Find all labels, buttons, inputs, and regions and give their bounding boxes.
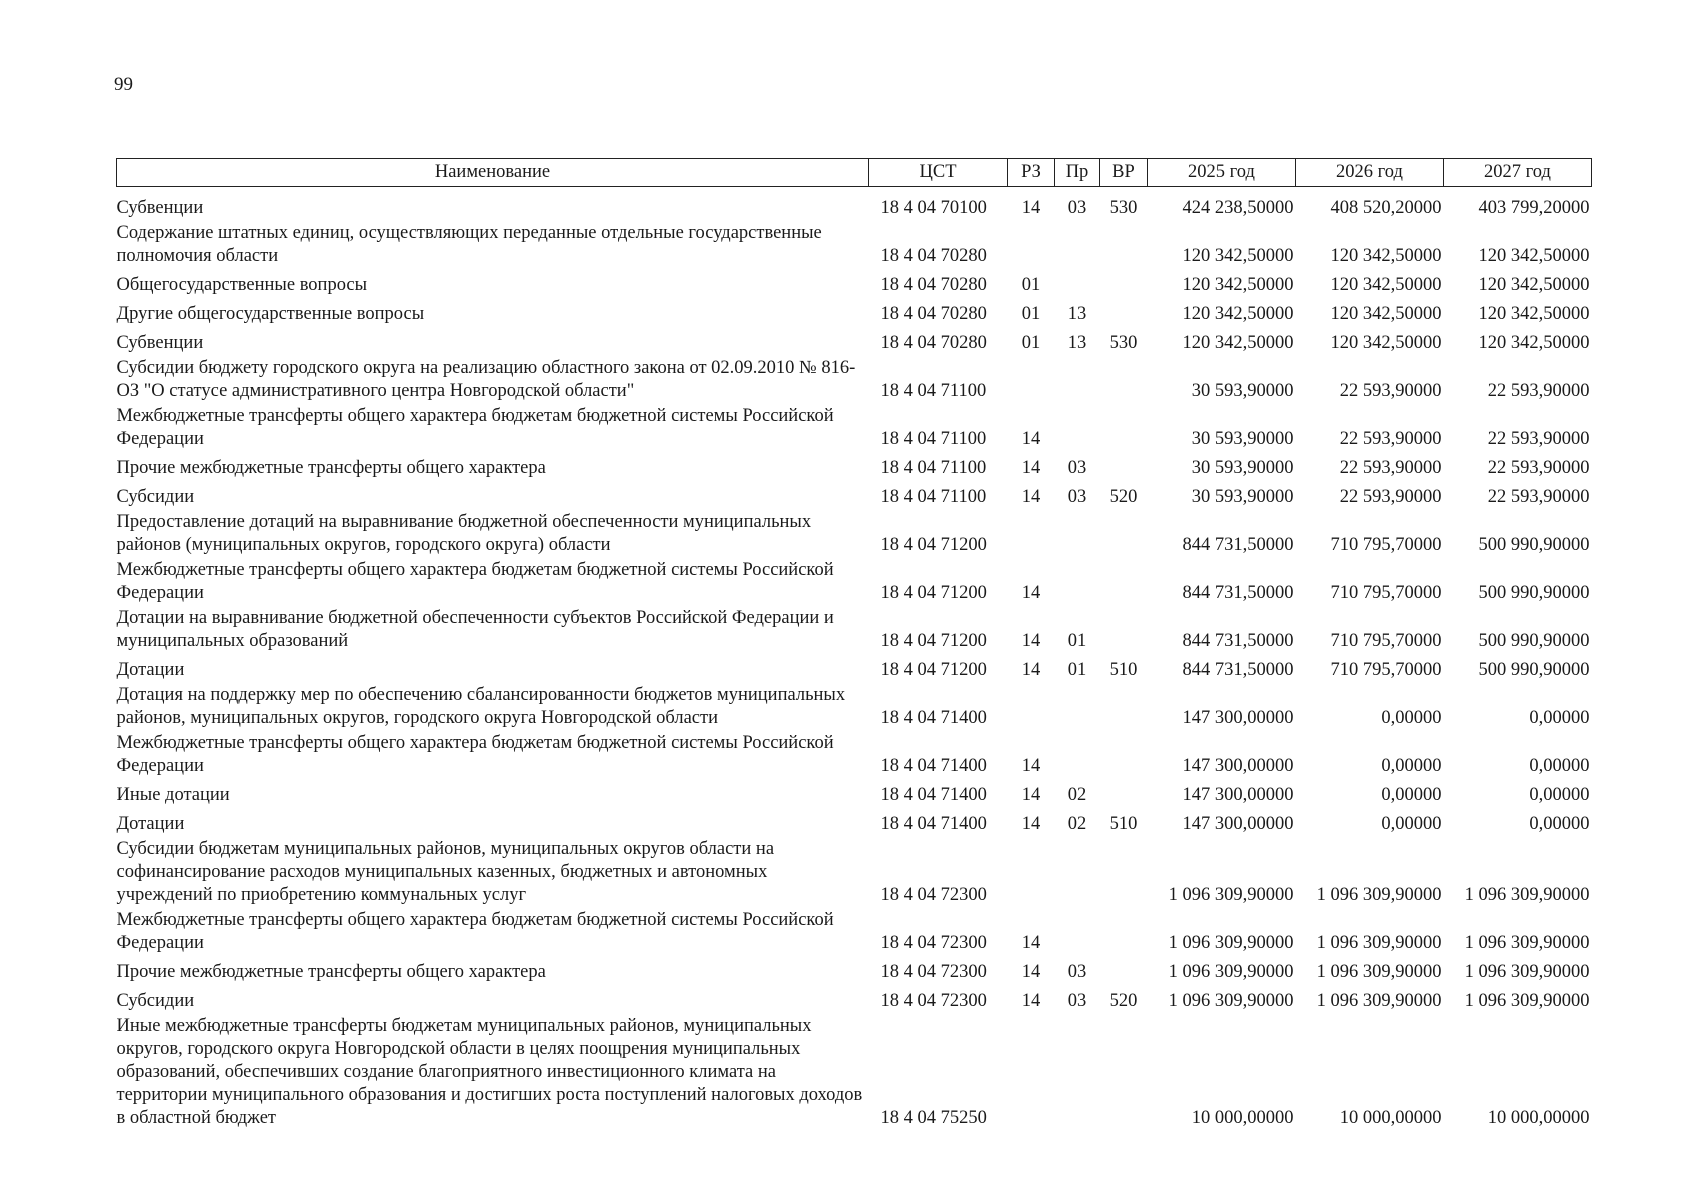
row-pr — [1055, 908, 1100, 956]
budget-table — [116, 158, 1592, 1131]
table-row — [117, 269, 1592, 298]
row-2025: 147 300,00000 — [1182, 756, 1294, 776]
row-2026: 710 795,70000 — [1330, 535, 1442, 555]
row-cst: 18 4 04 72300 — [880, 933, 987, 953]
row-2025: 120 342,50000 — [1182, 246, 1294, 266]
row-2026: 22 593,90000 — [1339, 381, 1442, 401]
row-vr: 520 — [1109, 991, 1138, 1011]
row-2026: 0,00000 — [1381, 708, 1442, 728]
row-2027: 0,00000 — [1529, 814, 1590, 834]
header-name: Наименование — [117, 159, 869, 187]
row-2027: 120 342,50000 — [1478, 304, 1590, 324]
row-cst: 18 4 04 70280 — [880, 246, 987, 266]
row-2025: 147 300,00000 — [1182, 814, 1294, 834]
row-vr — [1100, 558, 1148, 606]
table-row — [117, 356, 1592, 404]
row-cst: 18 4 04 72300 — [880, 991, 987, 1011]
row-pr: 03 — [1067, 991, 1087, 1011]
row-pr: 03 — [1067, 198, 1087, 218]
row-2027: 500 990,90000 — [1478, 583, 1590, 603]
row-name: Межбюджетные трансферты общего характера бюджетам бюджетной системы Российской Федерации — [116, 910, 834, 953]
row-rz: 14 — [1021, 198, 1041, 218]
row-2027: 1 096 309,90000 — [1464, 991, 1590, 1011]
row-2027: 22 593,90000 — [1487, 429, 1590, 449]
row-cst: 18 4 04 71200 — [880, 583, 987, 603]
row-rz: 14 — [1021, 756, 1041, 776]
row-rz: 01 — [1021, 304, 1041, 324]
row-name: Прочие межбюджетные трансферты общего характера — [116, 458, 546, 478]
row-2026: 1 096 309,90000 — [1316, 885, 1442, 905]
row-cst: 18 4 04 71200 — [880, 535, 987, 555]
row-2026: 710 795,70000 — [1330, 583, 1442, 603]
row-2025: 424 238,50000 — [1182, 198, 1294, 218]
row-2027: 10 000,00000 — [1487, 1108, 1590, 1128]
row-2027: 500 990,90000 — [1478, 535, 1590, 555]
row-cst: 18 4 04 72300 — [880, 962, 987, 982]
row-cst: 18 4 04 71400 — [880, 756, 987, 776]
row-pr: 02 — [1067, 785, 1087, 805]
row-2027: 22 593,90000 — [1487, 458, 1590, 478]
row-rz — [1008, 356, 1055, 404]
row-rz: 14 — [1021, 487, 1041, 507]
row-cst: 18 4 04 71400 — [880, 814, 987, 834]
table-row — [117, 298, 1592, 327]
row-cst: 18 4 04 71200 — [880, 631, 987, 651]
row-name: Дотация на поддержку мер по обеспечению сбалансированности бюджетов муниципальных районов, муниципальных округов, городского округа Новгородской области — [116, 685, 846, 728]
row-name: Другие общегосударственные вопросы — [116, 304, 425, 324]
row-2026: 408 520,20000 — [1330, 198, 1442, 218]
row-rz: 14 — [1021, 785, 1041, 805]
row-2025: 30 593,90000 — [1191, 458, 1294, 478]
row-2027: 0,00000 — [1529, 708, 1590, 728]
row-2027: 1 096 309,90000 — [1464, 885, 1590, 905]
row-2026: 120 342,50000 — [1330, 275, 1442, 295]
row-vr: 530 — [1109, 198, 1138, 218]
table-row — [117, 327, 1592, 356]
row-2025: 844 731,50000 — [1182, 535, 1294, 555]
table-row — [117, 779, 1592, 808]
header-row — [117, 159, 1592, 187]
row-2026: 10 000,00000 — [1339, 1108, 1442, 1128]
row-name: Дотации — [116, 814, 185, 834]
row-2025: 1 096 309,90000 — [1168, 991, 1294, 1011]
header-vr: ВР — [1100, 159, 1148, 187]
table-row — [117, 731, 1592, 779]
row-pr: 03 — [1067, 487, 1087, 507]
row-rz: 14 — [1021, 660, 1041, 680]
row-cst: 18 4 04 70280 — [880, 333, 987, 353]
row-pr: 13 — [1067, 304, 1087, 324]
row-2027: 22 593,90000 — [1487, 381, 1590, 401]
row-2027: 1 096 309,90000 — [1464, 962, 1590, 982]
table-row — [117, 187, 1592, 222]
row-name: Субвенции — [116, 333, 204, 353]
table-row — [117, 908, 1592, 956]
row-vr — [1100, 908, 1148, 956]
row-pr — [1055, 356, 1100, 404]
table-row — [117, 837, 1592, 908]
row-name: Субсидии бюджетам муниципальных районов, муниципальных округов области на софинансирование расходов муниципальных казенных, бюджетных и автономных учреждений по приобретению коммунальных услуг — [116, 839, 775, 905]
table-row — [117, 558, 1592, 606]
row-2025: 844 731,50000 — [1182, 583, 1294, 603]
row-2027: 22 593,90000 — [1487, 487, 1590, 507]
row-name: Субвенции — [116, 198, 204, 218]
row-vr — [1100, 1014, 1148, 1131]
row-pr — [1055, 269, 1100, 298]
row-2027: 120 342,50000 — [1478, 333, 1590, 353]
row-rz: 14 — [1021, 583, 1041, 603]
table-row — [117, 956, 1592, 985]
row-vr — [1100, 452, 1148, 481]
row-name: Общегосударственные вопросы — [116, 275, 368, 295]
row-2027: 1 096 309,90000 — [1464, 933, 1590, 953]
row-rz — [1008, 683, 1055, 731]
table-row — [117, 985, 1592, 1014]
row-2025: 30 593,90000 — [1191, 487, 1294, 507]
row-vr: 520 — [1109, 487, 1138, 507]
row-2026: 120 342,50000 — [1330, 333, 1442, 353]
row-2026: 120 342,50000 — [1330, 246, 1442, 266]
row-2025: 844 731,50000 — [1182, 660, 1294, 680]
row-name: Дотации — [116, 660, 185, 680]
row-pr: 13 — [1067, 333, 1087, 353]
row-pr: 01 — [1067, 631, 1087, 651]
table-row — [117, 404, 1592, 452]
row-pr — [1055, 683, 1100, 731]
row-rz: 01 — [1021, 275, 1041, 295]
row-name: Субсидии бюджету городского округа на реализацию областного закона от 02.09.2010 № 816-ОЗ "О статусе административного центра Новгородской области" — [116, 358, 856, 401]
row-pr — [1055, 1014, 1100, 1131]
row-2026: 710 795,70000 — [1330, 660, 1442, 680]
page-number: 99 — [114, 74, 133, 95]
row-2027: 120 342,50000 — [1478, 246, 1590, 266]
row-pr — [1055, 731, 1100, 779]
row-cst: 18 4 04 75250 — [880, 1108, 987, 1128]
row-2025: 1 096 309,90000 — [1168, 885, 1294, 905]
row-rz — [1008, 837, 1055, 908]
row-2027: 403 799,20000 — [1478, 198, 1590, 218]
row-2026: 0,00000 — [1381, 756, 1442, 776]
row-name: Межбюджетные трансферты общего характера бюджетам бюджетной системы Российской Федерации — [116, 406, 834, 449]
row-2025: 10 000,00000 — [1191, 1108, 1294, 1128]
row-2025: 1 096 309,90000 — [1168, 962, 1294, 982]
row-pr — [1055, 404, 1100, 452]
row-rz: 14 — [1021, 962, 1041, 982]
row-2026: 22 593,90000 — [1339, 429, 1442, 449]
row-vr — [1100, 269, 1148, 298]
row-2026: 1 096 309,90000 — [1316, 991, 1442, 1011]
row-2025: 30 593,90000 — [1191, 381, 1294, 401]
row-vr: 530 — [1109, 333, 1138, 353]
row-rz: 14 — [1021, 814, 1041, 834]
row-rz: 14 — [1021, 991, 1041, 1011]
table-header — [117, 159, 1592, 187]
row-2026: 22 593,90000 — [1339, 487, 1442, 507]
row-name: Субсидии — [116, 487, 195, 507]
row-vr — [1100, 404, 1148, 452]
row-cst: 18 4 04 71100 — [880, 458, 987, 478]
row-name: Межбюджетные трансферты общего характера бюджетам бюджетной системы Российской Федерации — [116, 733, 834, 776]
row-cst: 18 4 04 70280 — [880, 304, 987, 324]
row-pr: 01 — [1067, 660, 1087, 680]
row-rz: 14 — [1021, 429, 1041, 449]
row-2025: 1 096 309,90000 — [1168, 933, 1294, 953]
header-cst: ЦСТ — [869, 159, 1008, 187]
row-pr: 03 — [1067, 458, 1087, 478]
row-2025: 147 300,00000 — [1182, 785, 1294, 805]
row-2026: 1 096 309,90000 — [1316, 962, 1442, 982]
row-2025: 844 731,50000 — [1182, 631, 1294, 651]
table-row — [117, 481, 1592, 510]
row-2025: 30 593,90000 — [1191, 429, 1294, 449]
row-2026: 0,00000 — [1381, 785, 1442, 805]
row-2027: 0,00000 — [1529, 756, 1590, 776]
row-name: Межбюджетные трансферты общего характера бюджетам бюджетной системы Российской Федерации — [116, 560, 834, 603]
row-name: Иные дотации — [116, 785, 230, 805]
row-2026: 0,00000 — [1381, 814, 1442, 834]
row-2025: 120 342,50000 — [1182, 304, 1294, 324]
row-cst: 18 4 04 71100 — [880, 487, 987, 507]
row-vr — [1100, 779, 1148, 808]
row-name: Субсидии — [116, 991, 195, 1011]
row-cst: 18 4 04 71100 — [880, 429, 987, 449]
row-vr: 510 — [1109, 660, 1138, 680]
row-name: Прочие межбюджетные трансферты общего характера — [116, 962, 546, 982]
row-vr — [1100, 837, 1148, 908]
row-vr — [1100, 298, 1148, 327]
row-rz: 01 — [1021, 333, 1041, 353]
row-2026: 1 096 309,90000 — [1316, 933, 1442, 953]
row-rz: 14 — [1021, 933, 1041, 953]
table-row — [117, 452, 1592, 481]
row-pr: 02 — [1067, 814, 1087, 834]
row-pr — [1055, 558, 1100, 606]
row-pr — [1055, 221, 1100, 269]
table-row — [117, 510, 1592, 558]
row-cst: 18 4 04 71200 — [880, 660, 987, 680]
row-pr: 03 — [1067, 962, 1087, 982]
row-rz — [1008, 510, 1055, 558]
table-row — [117, 808, 1592, 837]
row-2026: 710 795,70000 — [1330, 631, 1442, 651]
row-vr — [1100, 956, 1148, 985]
row-vr — [1100, 510, 1148, 558]
row-cst: 18 4 04 70280 — [880, 275, 987, 295]
row-2026: 120 342,50000 — [1330, 304, 1442, 324]
table-row — [117, 654, 1592, 683]
row-cst: 18 4 04 71400 — [880, 708, 987, 728]
row-2027: 500 990,90000 — [1478, 660, 1590, 680]
header-2025: 2025 год — [1148, 159, 1296, 187]
row-vr: 510 — [1109, 814, 1138, 834]
row-rz — [1008, 221, 1055, 269]
row-name: Иные межбюджетные трансферты бюджетам муниципальных районов, муниципальных округов, городского округа Новгородской области в целях поощрения муниципальных образований, обеспечивших создание благоприятного инвестиционного климата на территории муниципального образования и достигших роста поступлений налоговых доходов в областной бюджет — [116, 1016, 863, 1128]
row-2025: 120 342,50000 — [1182, 275, 1294, 295]
row-cst: 18 4 04 71100 — [880, 381, 987, 401]
row-2025: 120 342,50000 — [1182, 333, 1294, 353]
table-row — [117, 221, 1592, 269]
row-2027: 120 342,50000 — [1478, 275, 1590, 295]
row-vr — [1100, 221, 1148, 269]
row-name: Предоставление дотаций на выравнивание бюджетной обеспеченности муниципальных районов (муниципальных округов, городского округа) области — [116, 512, 812, 555]
row-name: Дотации на выравнивание бюджетной обеспеченности субъектов Российской Федерации и муниципальных образований — [116, 608, 834, 651]
row-2027: 500 990,90000 — [1478, 631, 1590, 651]
table-row — [117, 683, 1592, 731]
table-row — [117, 1014, 1592, 1131]
row-rz — [1008, 1014, 1055, 1131]
table-row — [117, 606, 1592, 654]
header-2026: 2026 год — [1296, 159, 1444, 187]
row-vr — [1100, 606, 1148, 654]
row-pr — [1055, 837, 1100, 908]
row-vr — [1100, 356, 1148, 404]
row-2027: 0,00000 — [1529, 785, 1590, 805]
row-cst: 18 4 04 71400 — [880, 785, 987, 805]
row-name: Содержание штатных единиц, осуществляющих переданные отдельные государственные полномочия области — [116, 223, 822, 266]
row-cst: 18 4 04 72300 — [880, 885, 987, 905]
row-pr — [1055, 510, 1100, 558]
row-vr — [1100, 731, 1148, 779]
row-rz: 14 — [1021, 458, 1041, 478]
table-body — [117, 187, 1592, 1132]
row-2025: 147 300,00000 — [1182, 708, 1294, 728]
row-rz: 14 — [1021, 631, 1041, 651]
header-2027: 2027 год — [1444, 159, 1592, 187]
header-pr: Пр — [1055, 159, 1100, 187]
row-2026: 22 593,90000 — [1339, 458, 1442, 478]
header-rz: РЗ — [1008, 159, 1055, 187]
row-cst: 18 4 04 70100 — [880, 198, 987, 218]
row-vr — [1100, 683, 1148, 731]
